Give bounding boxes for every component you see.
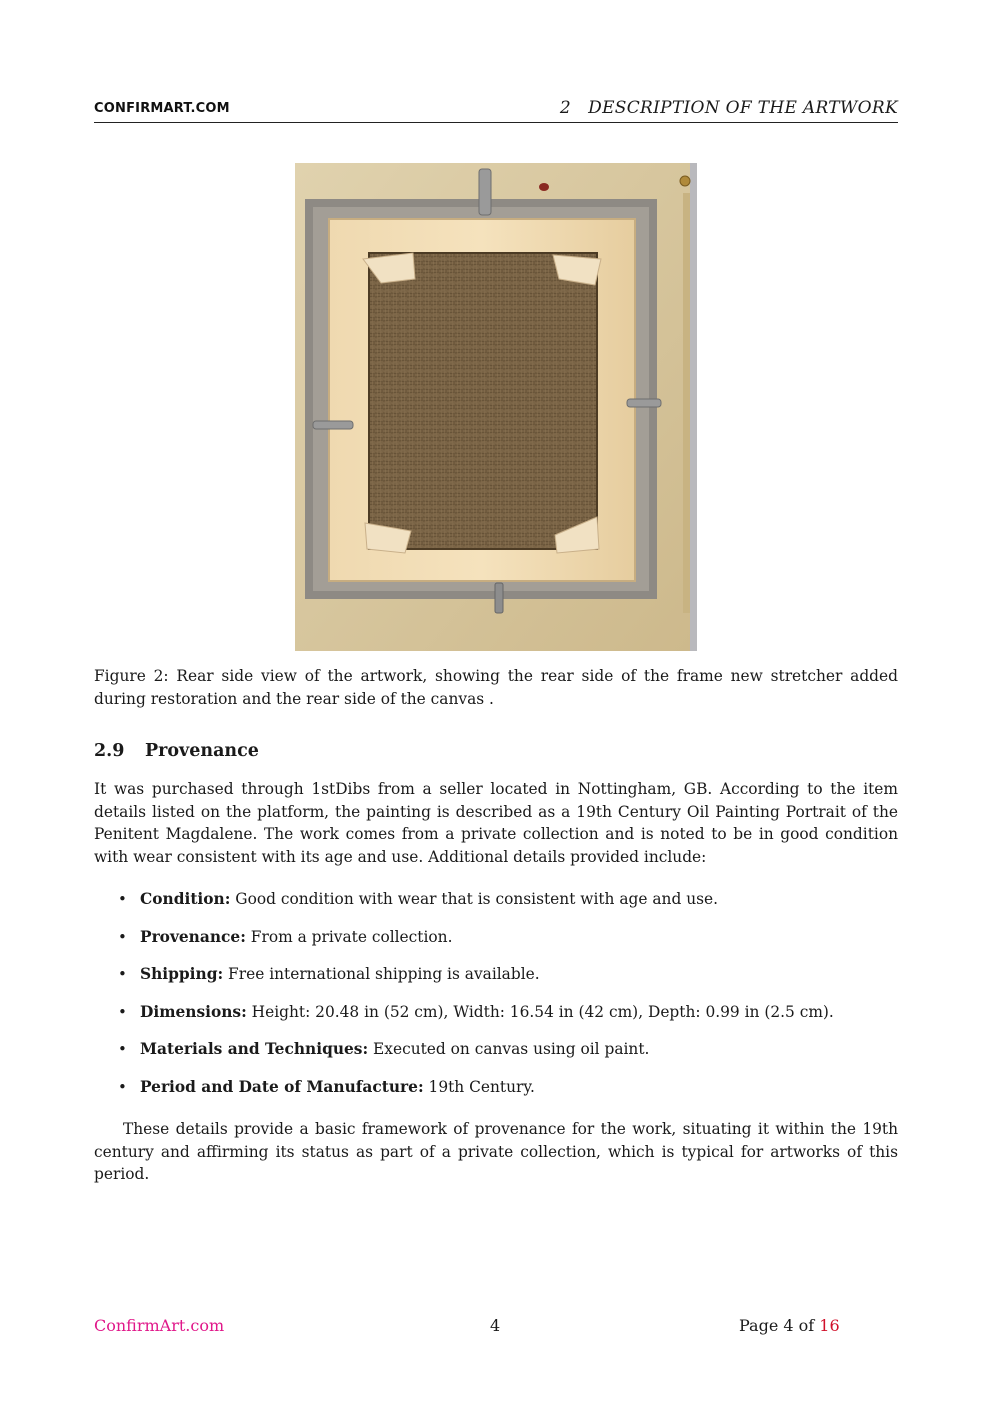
bullet-icon: • <box>118 1040 127 1058</box>
footer-site-link[interactable]: ConfirmArt.com <box>94 1316 225 1335</box>
page-header <box>94 98 898 123</box>
section-number: 2.9 <box>94 741 125 761</box>
item-text: 19th Century. <box>423 1077 535 1096</box>
item-text: From a private collection. <box>245 927 453 946</box>
bullet-icon: • <box>118 1002 127 1021</box>
bullet-icon: • <box>118 965 127 983</box>
footer-page-count <box>739 1316 840 1335</box>
list-item <box>94 1038 898 1076</box>
item-label: Provenance: <box>140 927 246 946</box>
section-heading <box>94 741 898 761</box>
bullet-icon: • <box>118 927 127 946</box>
list-item <box>94 1001 898 1039</box>
provenance-intro: It was purchased through 1stDibs from a seller located in Nottingham, GB. According to the item details listed on the platform, the painting is described as a 19th Century Oil Painting Portrait of the Penitent Magdalene. The work comes from a private collection and is noted to be in good condition with wear consistent with its age and use. Additional details provided include: <box>94 780 898 866</box>
item-text: Height: 20.48 in (52 cm), Width: 16.54 in (42 cm), Depth: 0.99 in (2.5 cm). <box>246 1002 834 1021</box>
item-label: Period and Date of Manufacture: <box>140 1077 424 1096</box>
figure-caption: Figure 2: Rear side view of the artwork, showing the rear side of the frame new stretcher added during restoration and the rear side of the canvas . <box>94 667 898 708</box>
item-text: Good condition with wear that is consistent with age and use. <box>230 890 719 908</box>
footer-page-number: 4 <box>490 1316 501 1335</box>
list-item <box>94 963 898 1001</box>
bullet-icon: • <box>118 890 127 908</box>
item-label: Shipping: <box>140 965 224 983</box>
bullet-icon: • <box>118 1077 127 1096</box>
item-label: Condition: <box>140 890 231 908</box>
artwork-rear-photo <box>295 163 697 651</box>
page-total-link[interactable]: 16 <box>819 1316 840 1335</box>
section-title: Provenance <box>145 741 259 761</box>
list-item <box>94 1076 898 1114</box>
list-item <box>94 926 898 964</box>
provenance-closing: These details provide a basic framework of provenance for the work, situating it within the 19th century and affirming its status as part of a private collection, which is typical for artworks of this period. <box>94 1120 898 1183</box>
confirmart-logo: CONFIRMART.COM <box>94 101 230 116</box>
item-text: Executed on canvas using oil paint. <box>368 1040 650 1058</box>
item-label: Materials and Techniques: <box>140 1040 369 1058</box>
running-head: 2 DESCRIPTION OF THE ARTWORK <box>559 98 898 118</box>
page-count-prefix: Page 4 of <box>739 1316 820 1335</box>
item-text: Free international shipping is available. <box>223 965 540 983</box>
provenance-details-list <box>94 888 898 1113</box>
list-item <box>94 888 898 926</box>
item-label: Dimensions: <box>140 1002 247 1021</box>
